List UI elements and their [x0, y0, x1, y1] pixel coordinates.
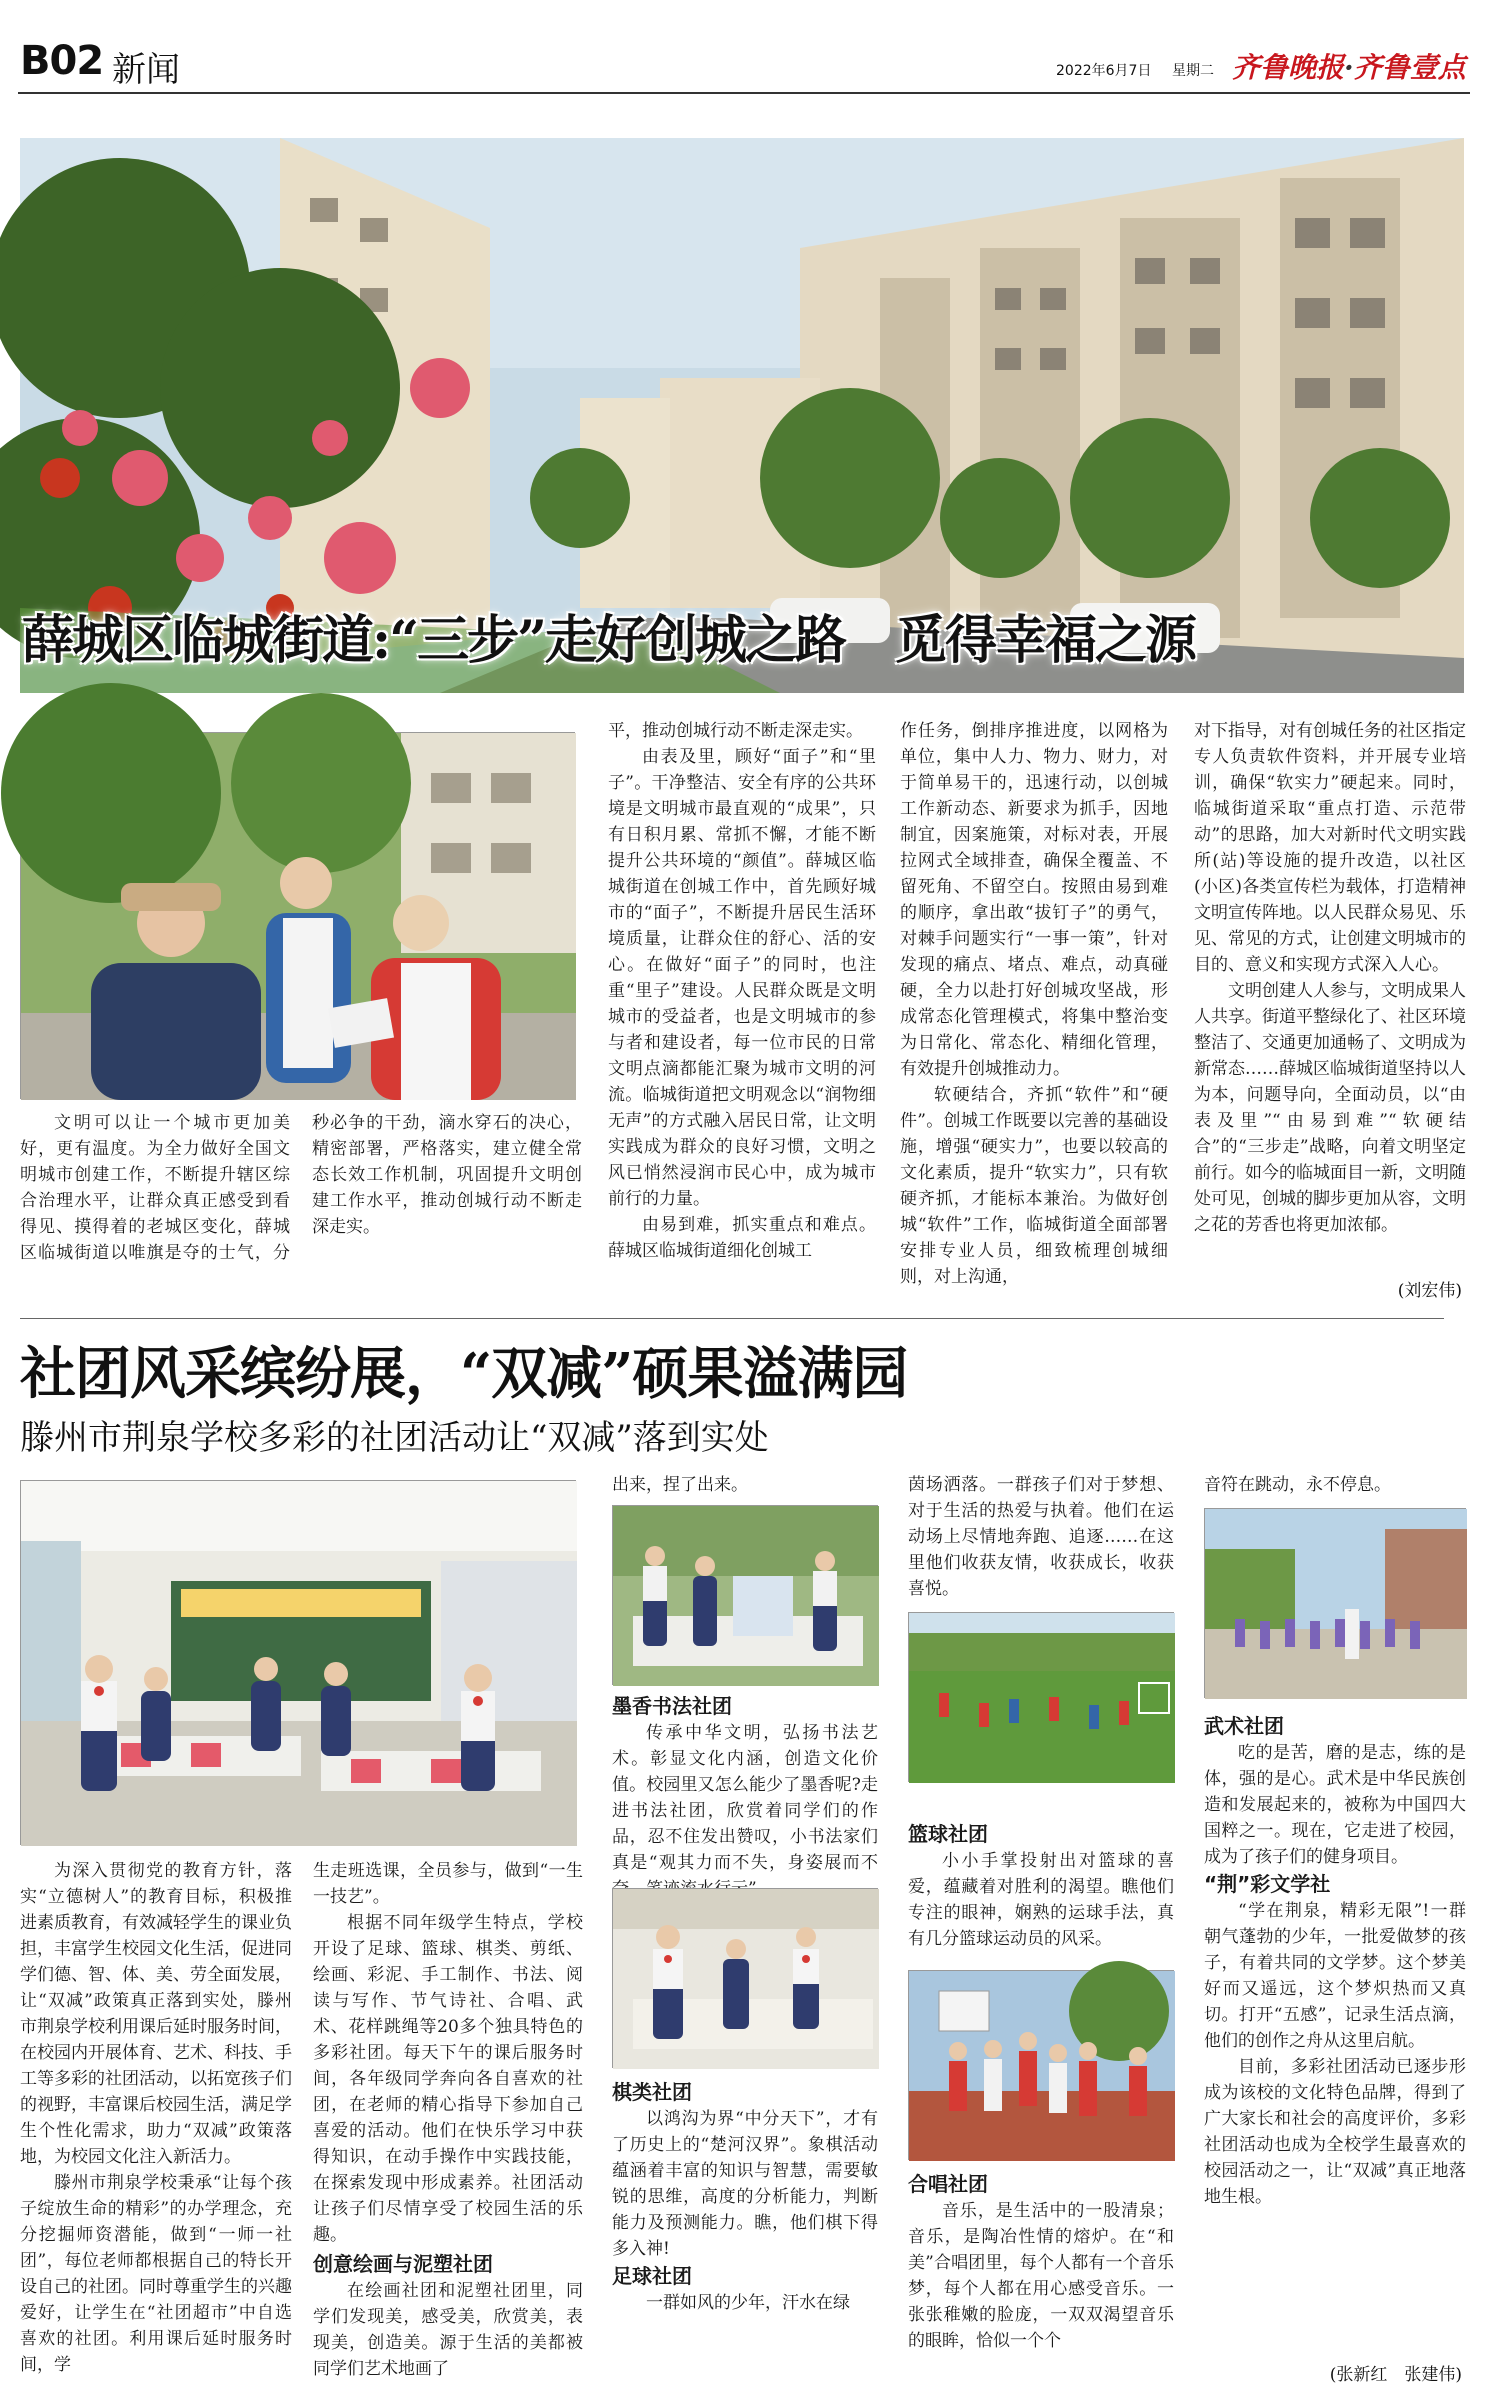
subhead-painting-club: 创意绘画与泥塑社团 — [313, 2252, 493, 2276]
story2-column-5-text — [1204, 1712, 1466, 2372]
story2-byline: (张新红 张建伟) — [1329, 2365, 1462, 2385]
page-number: B02 — [20, 38, 104, 84]
basketball-photo-illustration — [909, 1971, 1175, 2161]
story1-col3b-text: 软硬结合，齐抓“软件”和“硬件”。创城工作既要以完善的基础设施，增强“硬实力”，也要以较高的文化素质，提升“软实力”，只有软硬齐抓，才能标本兼治。为做好创城“软件”工作，临城街道全面部署安排专业人员，细致梳理创城细则，对上沟通， — [900, 1085, 1168, 1287]
story2-column-2 — [313, 1858, 583, 2378]
brand-main: 齐鲁晚报 — [1232, 51, 1345, 84]
football-photo-illustration — [909, 1613, 1175, 1783]
header-rule — [18, 92, 1470, 94]
story2-col2-para: 根据不同年级学生特点，学校开设了足球、篮球、棋类、剪纸、绘画、彩泥、手工制作、书法、阅读与写作、节气诗社、合唱、武术、花样跳绳等20多个独具特色的多彩社团。每天下午的课后服务时间，各年级同学奔向各自喜欢的社团，在老师的精心指导下参加自己喜爱的活动。他们在快乐学习中获得知识，在动手操作中实践技能，在探索发现中形成素养。社团活动让孩子们尽情享受了校园生活的乐趣。 — [313, 1913, 583, 2245]
story2-col5-lead: 音符在跳动，永不停息。 — [1204, 1475, 1391, 1495]
subhead-football-club: 足球社团 — [612, 2264, 692, 2288]
story1-col3-text: 作任务，倒排序推进度，以网格为单位，集中人力、物力、财力，对于简单易干的，迅速行动，以创城工作新动态、新要求为抓手，因地制宜，因案施策，对标对表，开展拉网式全域排查，确保全覆盖、不留死角、不留空白。按照由易到难的顺序，拿出敢“拔钉子”的勇气，对棘手问题实行“一事一策”，针对发现的痛点、堵点、难点，动真碰硬，全力以赴打好创城攻坚战，形成常态化管理模式，将集中整治变为日常化、常态化、精细化管理，有效提升创城推动力。 — [900, 721, 1168, 1079]
story2-column-4 — [908, 1472, 1174, 1602]
chess-photo-illustration — [613, 1889, 879, 2069]
story2-column-5 — [1204, 1472, 1466, 1498]
football-club-photo — [908, 1612, 1174, 1782]
newspaper-brand — [1232, 46, 1466, 86]
classroom-exhibition-photo — [20, 1480, 576, 1845]
subhead-chess-club: 棋类社团 — [612, 2080, 692, 2104]
classroom-photo-illustration — [21, 1481, 577, 1846]
section-name: 新闻 — [112, 50, 180, 90]
chess-club-photo — [612, 1888, 878, 2068]
story2-column-4-choir — [908, 2170, 1174, 2380]
story1-col4-text: 对下指导，对有创城任务的社区指定专人负责软件资料，并开展专业培训，确保“软实力”硬起来。同时，临城街道采取“重点打造、示范带动”的思路，加大对新时代文明实践所(站)等设施的提升改造，以社区(小区)各类宣传栏为载体，打造精神文明宣传阵地。以人民群众易见、乐见、常见的方式，让创建文明城市的目的、意义和实现方式深入人心。 — [1194, 721, 1466, 975]
story1-column-3 — [900, 718, 1168, 1300]
story1-column-2 — [608, 718, 876, 1300]
story2-column-3-chess — [612, 2078, 878, 2378]
story1-column-1 — [20, 1110, 582, 1300]
story2-column-3 — [612, 1472, 878, 1496]
story2-choir-text: 音乐，是生活中的一股清泉；音乐，是陶冶性情的熔炉。在“和美”合唱团里，每个人都有一个音乐梦，每个人都在用心感受音乐。一张张稚嫩的脸庞，一双双渴望音乐的眼眸，恰似一个个 — [908, 2201, 1174, 2351]
story1-col4b-text: 文明创建人人参与，文明成果人人共享。街道平整绿化了、社区环境整洁了、交通更加通畅了、文明成为新常态……薛城区临城街道坚持以人为本，问题导向，全面动员，以“由表及里”“由易到难”“软硬结合”的“三步走”战略，向着文明坚定前行。如今的临城面目一新，文明随处可见，创城的脚步更加从容，文明之花的芳香也将更加浓郁。 — [1194, 981, 1466, 1235]
story2-literature-text: “学在荆泉，精彩无限”!一群朝气蓬勃的少年，一批爱做梦的孩子，有着共同的文学梦。这个梦美好而又遥远，这个梦炽热而又真切。打开“五感”，记录生活点滴，他们的创作之舟从这里启航。 — [1204, 1901, 1466, 2051]
volunteers-photo-illustration — [21, 733, 576, 1100]
story2-col2-lead: 生走班选课，全员参与，做到“一生一技艺”。 — [313, 1861, 583, 1907]
calligraphy-photo-illustration — [613, 1506, 879, 1686]
story2-col3-lead: 出来，捏了出来。 — [612, 1475, 748, 1495]
story2-column-4-basketball — [908, 1820, 1174, 1980]
basketball-club-photo — [908, 1970, 1174, 2160]
subhead-choir-club: 合唱社团 — [908, 2172, 988, 2196]
story1-col2-para: 由表及里，顾好“面子”和“里子”。干净整洁、安全有序的公共环境是文明城市最直观的“成果”，只有日积月累、常抓不懈，才能不断提升公共环境的“颜值”。薛城区临城街道在创城工作中，首先顾好城市的“面子”，不断提升居民生活环境质量，让群众住的舒心、活的安心。在做好“面子”的同时，也注重“里子”建设。人民群众既是文明城市的受益者，也是文明城市的参与者和建设者，每一位市民的日常文明点滴都能汇聚为城市文明的河流。临城街道把文明观念以“润物细无声”的方式融入居民日常，让文明实践成为群众的良好习惯，文明之风已悄然浸润市民心中，成为城市前行的力量。 — [608, 747, 876, 1209]
story2-col1b-text: 滕州市荆泉学校秉承“让每个孩子绽放生命的精彩”的办学理念，充分挖掘师资潜能，做到“一师一社团”，每位老师都根据自己的特长开设自己的社团。同时尊重学生的兴趣爱好，让学生在“社团超市”中自选喜欢的社团。利用课后延时服务时间，学 — [20, 2173, 292, 2375]
story2-basketball-text: 小小手掌投射出对篮球的喜爱，蕴藏着对胜利的渴望。瞧他们专注的眼神，娴熟的运球手法，真有几分篮球运动员的风采。 — [908, 1851, 1174, 1949]
story2-closing-text: 目前，多彩社团活动已逐步形成为该校的文化特色品牌，得到了广大家长和社会的高度评价，多彩社团活动也成为全校学生最喜欢的校园活动之一，让“双减”真正地落地生根。 — [1204, 2057, 1466, 2207]
story1-byline: (刘宏伟) — [1397, 1281, 1462, 1301]
story-divider — [20, 1318, 1444, 1319]
story2-football-text: 一群如风的少年，汗水在绿 — [646, 2293, 850, 2313]
story2-chess-text: 以鸿沟为界“中分天下”，才有了历史上的“楚河汉界”。象棋活动蕴涵着丰富的知识与智慧，需要敏锐的思维，高度的分析能力，判断能力及预测能力。瞧，他们棋下得多入神! — [612, 2109, 878, 2259]
volunteers-with-resident-photo — [20, 732, 575, 1099]
story1-column-4 — [1194, 718, 1466, 1278]
story2-column-3-calligraphy — [612, 1692, 878, 1882]
story1-col2-tail: 由易到难，抓实重点和难点。薛城区临城街道细化创城工 — [608, 1215, 876, 1261]
story1-headline: 薛城区临城街道:“三步”走好创城之路 觅得幸福之源 — [22, 610, 1196, 671]
martial-arts-club-photo — [1204, 1508, 1466, 1698]
story1-col1-text: 文明可以让一个城市更加美好，更有温度。为全力做好全国文明城市创建工作，不断提升辖区综合治理水平，让群众真正感受到看得见、摸得着的老城区变化，薛城区临城街道以唯旗是夺的士气，分秒必争的干劲，滴水穿石的决心，精密部署，严格落实，建立健全常态长效工作机制，巩固提升文明创建工作水平，推动创城行动不断走深走实。 — [20, 1113, 582, 1263]
calligraphy-club-photo — [612, 1505, 878, 1685]
story2-calligraphy-text: 传承中华文明，弘扬书法艺术。彰显文化内涵，创造文化价值。校园里又怎么能少了墨香呢?走进书法社团，欣赏着同学们的作品，忍不住发出赞叹，小书法家们真是“观其力而不失，身姿展而不 — [612, 1723, 878, 1873]
brand-sub: 齐鲁壹点 — [1353, 51, 1466, 84]
story2-subheadline: 滕州市荆泉学校多彩的社团活动让“双减”落到实处 — [20, 1418, 769, 1458]
story2-col4-lead: 茵场洒落。一群孩子们对于梦想、对于生活的热爱与执着。他们在运动场上尽情地奔跑、追逐……在这里他们收获友情，收获成长，收获喜悦。 — [908, 1475, 1174, 1599]
hero-photo-residential-street — [20, 138, 1464, 693]
story2-headline: 社团风采缤纷展，“双减”硕果溢满园 — [20, 1341, 908, 1407]
story2-martial-text: 吃的是苦，磨的是志，练的是体，强的是心。武术是中华民族创造和发展起来的，被称为中国四大国粹之一。现在，它走进了校园，成为了孩子们的健身项目。 — [1204, 1743, 1466, 1867]
issue-weekday: 星期二 — [1172, 63, 1214, 79]
subhead-calligraphy-club: 墨香书法社团 — [612, 1694, 732, 1718]
martial-arts-photo-illustration — [1205, 1509, 1467, 1699]
brand-separator: · — [1344, 51, 1354, 84]
story2-painting-text: 在绘画社团和泥塑社团里，同学们发现美，感受美，欣赏美，表现美，创造美。源于生活的美都被同学们艺术地画了 — [313, 2281, 583, 2379]
story2-col1-text: 为深入贯彻党的教育方针，落实“立德树人”的教育目标，积极推进素质教育，有效减轻学生的课业负担，丰富学生校园文化生活，促进同学们德、智、体、美、劳全面发展，让“双减”政策真正落到实处，滕州市荆泉学校利用课后延时服务时间，在校园内开展体育、艺术、科技、手工等多彩的社团活动，以拓宽孩子们的视野，丰富课后校园生活，满足学生个性化需求，助力“双减”政策落地，为校园文化注入新活力。 — [20, 1861, 292, 2167]
subhead-martial-arts-club: 武术社团 — [1204, 1714, 1284, 1738]
subhead-basketball-club: 篮球社团 — [908, 1822, 988, 1846]
issue-date: 2022年6月7日 — [1056, 63, 1152, 79]
story2-column-1 — [20, 1858, 292, 2378]
story1-col2-lead: 平，推动创城行动不断走深走实。 — [608, 721, 863, 741]
subhead-literature-club: “荆”彩文学社 — [1204, 1872, 1331, 1896]
